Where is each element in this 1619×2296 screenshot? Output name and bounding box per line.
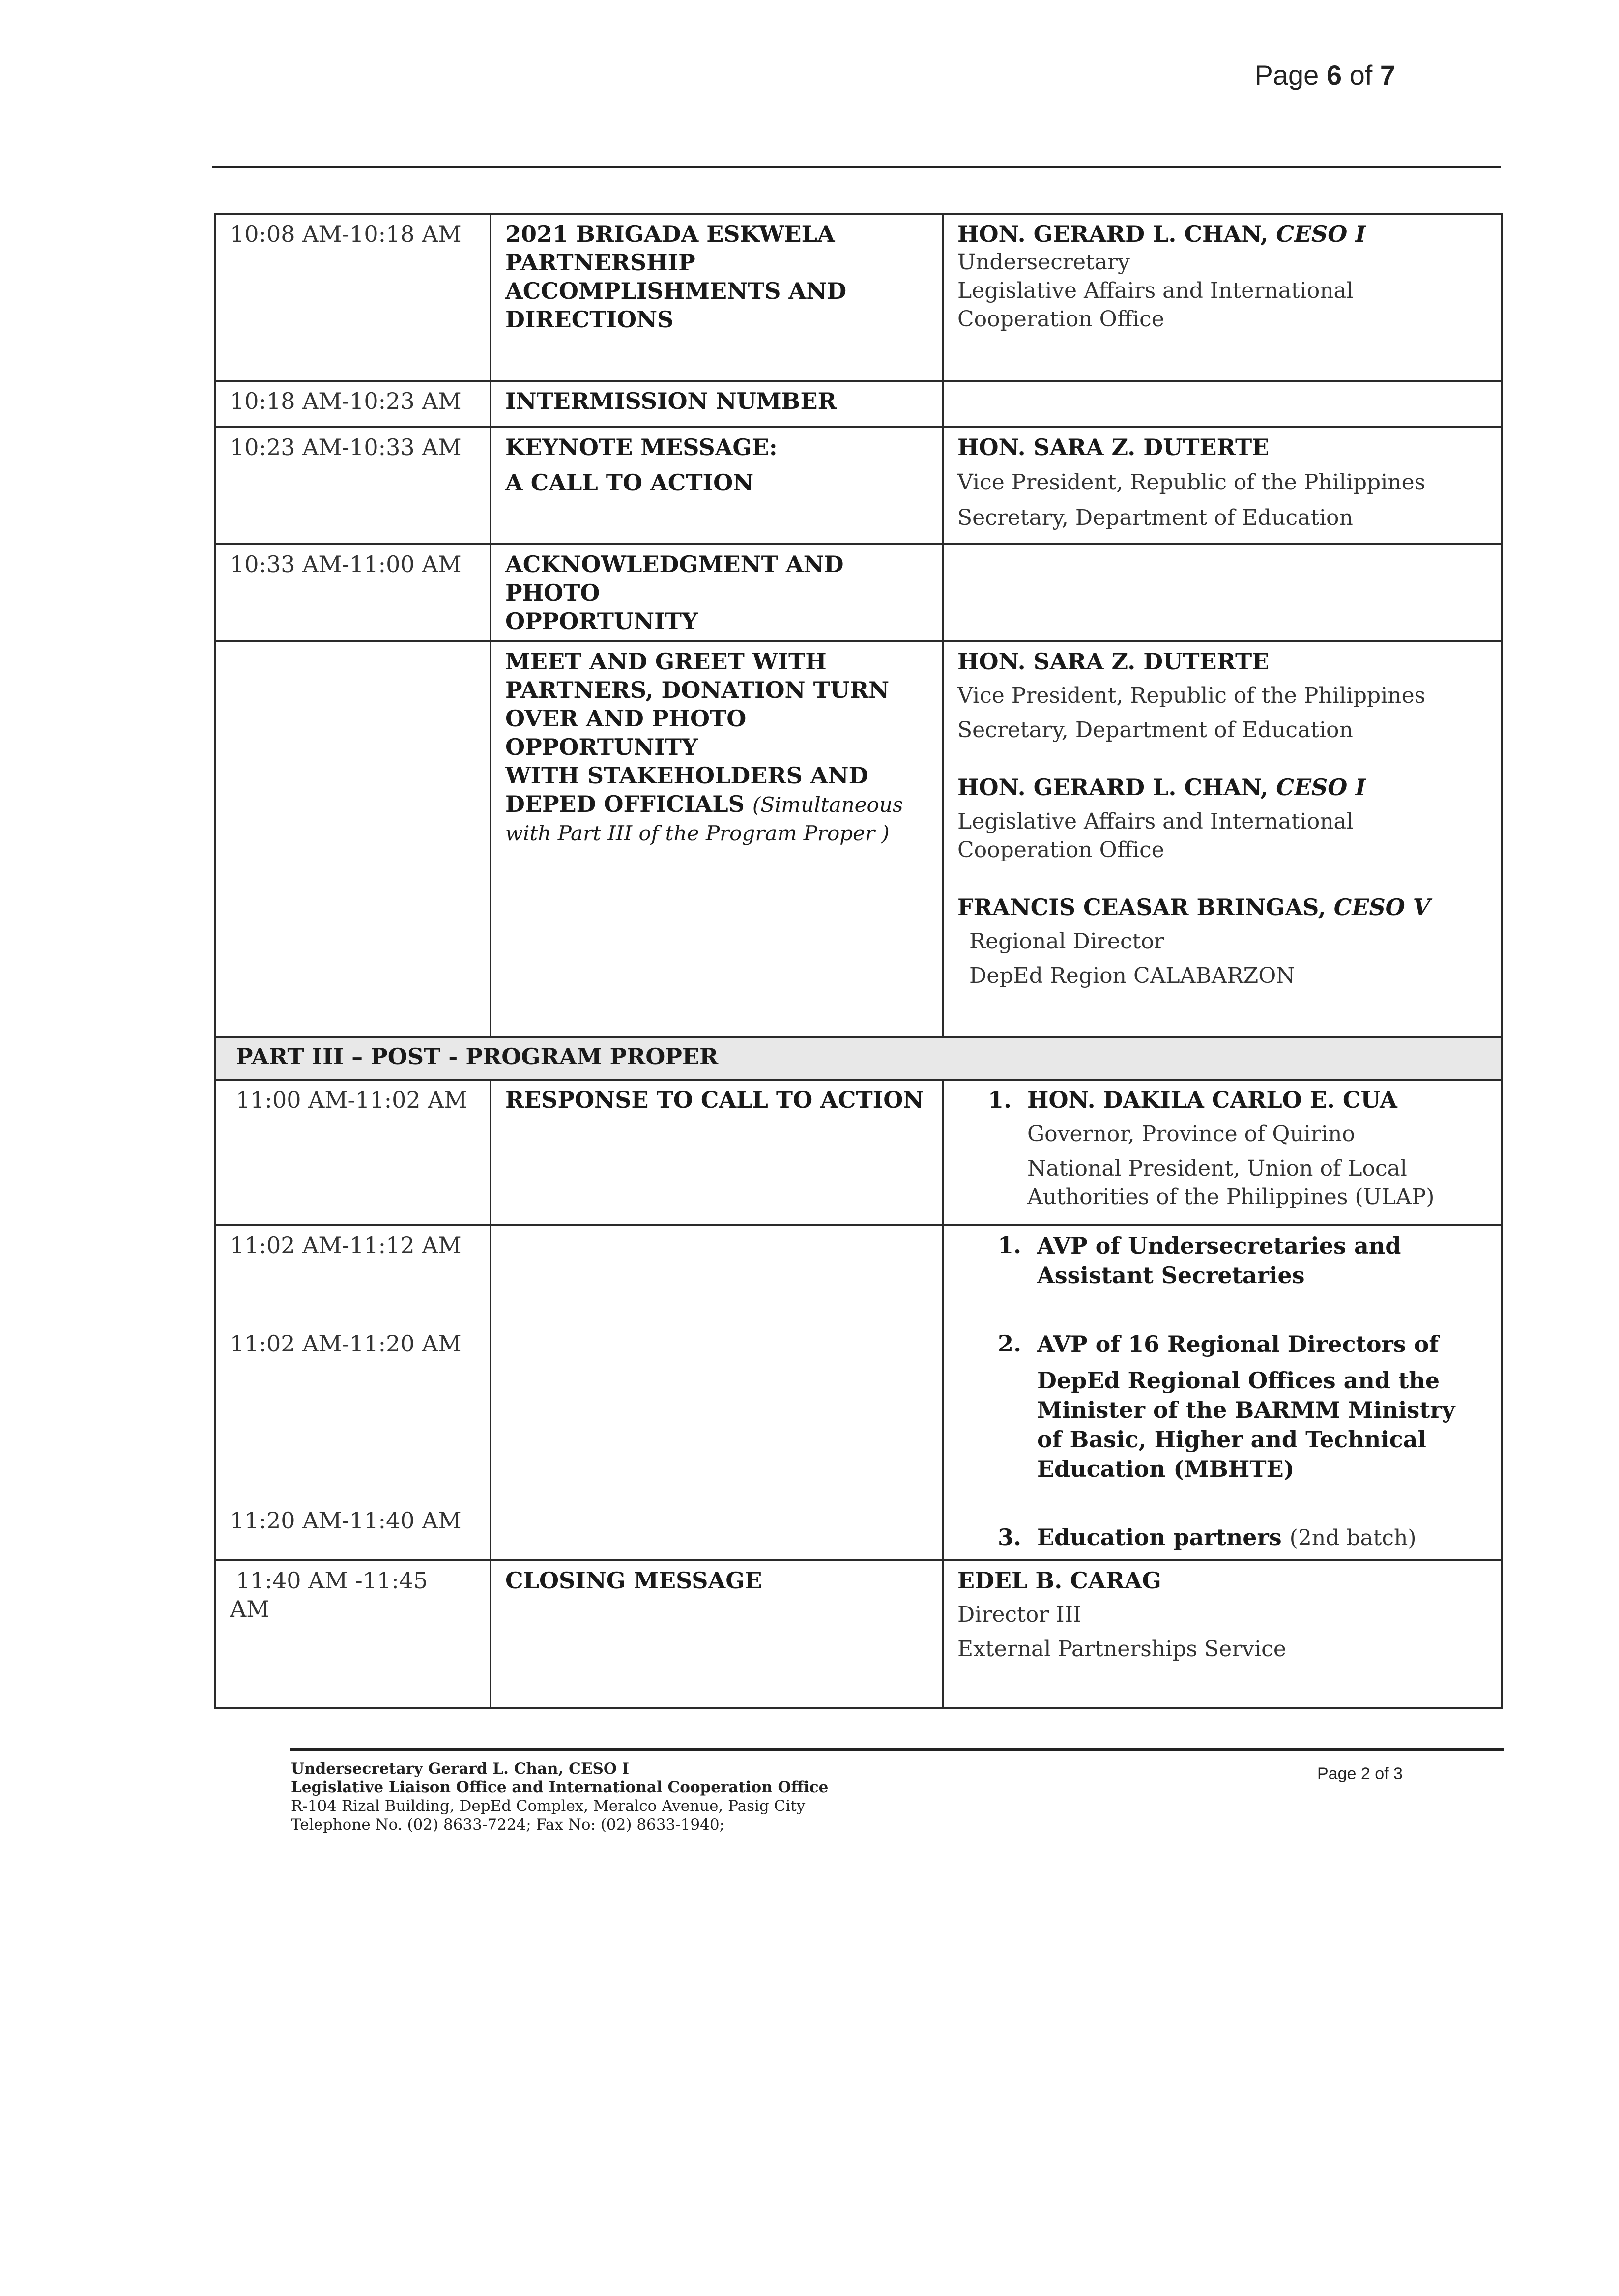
- section-row: [215, 1037, 1502, 1080]
- activity-cell: 2021 BRIGADA ESKWELA PARTNERSHIP ACCOMPLISHMENTS AND DIRECTIONS: [491, 214, 943, 381]
- speaker-name: HON. SARA Z. DUTERTE: [957, 648, 1270, 675]
- speaker-name: HON. GERARD L. CHAN, CESO I: [957, 221, 1366, 247]
- header-divider: [212, 166, 1501, 168]
- time-cell: 11:00 AM-11:02 AM: [215, 1080, 491, 1225]
- time-cell: 11:40 AM -11:45 AM: [215, 1560, 491, 1708]
- time-cell: 10:08 AM-10:18 AM: [215, 214, 491, 381]
- footer-divider: [290, 1748, 1504, 1751]
- table-row: [215, 1225, 1502, 1560]
- speaker-name: HON. DAKILA CARLO E. CUA: [1027, 1087, 1397, 1113]
- speaker-cell: HON. GERARD L. CHAN, CESO I Undersecretary Legislative Affairs and International Cooperation Office: [943, 214, 1502, 381]
- table-row: [215, 1560, 1502, 1708]
- list-item: 3. Education partners (2nd batch): [998, 1524, 1417, 1550]
- activity-cell: ACKNOWLEDGMENT AND PHOTO OPPORTUNITY: [491, 544, 943, 641]
- program-table: [214, 213, 1503, 1709]
- speaker-name: FRANCIS CEASAR BRINGAS, CESO V: [957, 894, 1431, 920]
- activity-cell: INTERMISSION NUMBER: [491, 381, 943, 427]
- time-cell: 10:33 AM-11:00 AM: [215, 544, 491, 641]
- speaker-cell: [943, 1225, 1502, 1560]
- activity-cell: MEET AND GREET WITH PARTNERS, DONATION TURN OVER AND PHOTO OPPORTUNITY WITH STAKEHOLDERS AND DEPED OFFICIALS (Simultaneous with Part III of the Program Proper ): [491, 641, 943, 1037]
- list-item: 1. AVP of Undersecretaries and Assistant Secretaries: [998, 1232, 1401, 1289]
- table-row: [215, 381, 1502, 427]
- speaker-name: HON. GERARD L. CHAN, CESO I: [957, 774, 1366, 801]
- table-row: [215, 641, 1502, 1037]
- speaker-cell: [943, 381, 1502, 427]
- list-item: 2. AVP of 16 Regional Directors of DepEd Regional Offices and the Minister of the BARMM Ministry of Basic, Higher and Technical Education (MBHTE): [998, 1330, 1455, 1482]
- section-heading: PART III – POST - PROGRAM PROPER: [215, 1037, 1502, 1080]
- speaker-cell: 1. HON. DAKILA CARLO E. CUA Governor, Province of Quirino National President, Union of Local Authorities of the Philippines (ULAP): [943, 1080, 1502, 1225]
- time-cell: 11:02 AM-11:12 AM 11:02 AM-11:20 AM 11:20 AM-11:40 AM: [215, 1225, 491, 1560]
- footer-page-number: Page 2 of 3: [1317, 1764, 1403, 1783]
- table-row: [215, 544, 1502, 641]
- activity-cell: CLOSING MESSAGE: [491, 1560, 943, 1708]
- speaker-cell: HON. SARA Z. DUTERTE Vice President, Republic of the Philippines Secretary, Department of Education HON. GERARD L. CHAN, CESO I Legislative Affairs and International Cooperation Office FRANCIS CEASAR BRINGAS, CESO V Regional Director DepEd Region CALABARZON: [943, 641, 1502, 1037]
- table-row: [215, 427, 1502, 544]
- activity-cell: KEYNOTE MESSAGE: A CALL TO ACTION: [491, 427, 943, 544]
- table-row: [215, 214, 1502, 381]
- speaker-name: EDEL B. CARAG: [957, 1567, 1161, 1594]
- time-cell: [215, 641, 491, 1037]
- activity-cell: [491, 1225, 943, 1560]
- speaker-name: HON. SARA Z. DUTERTE: [957, 434, 1270, 460]
- speaker-cell: EDEL B. CARAG Director III External Partnerships Service: [943, 1560, 1502, 1708]
- speaker-cell: HON. SARA Z. DUTERTE Vice President, Republic of the Philippines Secretary, Department of Education: [943, 427, 1502, 544]
- time-cell: 10:18 AM-10:23 AM: [215, 381, 491, 427]
- footer-address: Undersecretary Gerard L. Chan, CESO I Legislative Liaison Office and International Cooperation Office R-104 Rizal Building, DepEd Complex, Meralco Avenue, Pasig City Telephone No. (02) 8633-7224; Fax No: (02) 8633-1940;: [291, 1760, 829, 1834]
- page-number: Page 6 of 7: [1254, 59, 1395, 90]
- speaker-cell: [943, 544, 1502, 641]
- time-cell: 10:23 AM-10:33 AM: [215, 427, 491, 544]
- table-row: [215, 1080, 1502, 1225]
- activity-cell: RESPONSE TO CALL TO ACTION: [491, 1080, 943, 1225]
